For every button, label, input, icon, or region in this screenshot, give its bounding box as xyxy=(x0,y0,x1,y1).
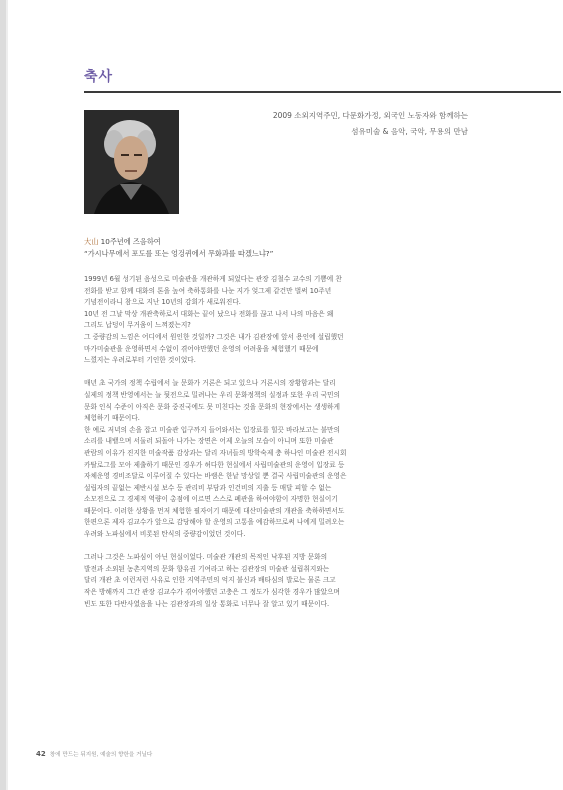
text-line: 카탈로그를 모아 제출하기 때문인 경우가 허다한 현실에서 사립미술관의 운영이 입장료 등 xyxy=(84,460,345,469)
opening-line-1 xyxy=(84,236,273,248)
text-line: 우려와 노파심에서 비롯된 탄식의 중량감이었던 것이다. xyxy=(84,530,246,539)
text-line: 그리도 납덩이 무거움이 느껴졌는지? xyxy=(84,321,191,330)
text-line: 한 예로 저녁의 손을 잡고 미술관 입구까지 들어와서는 입장료를 힐끗 바라보고는 불만의 xyxy=(84,425,340,434)
footer-caption: 창에 만드는 뒤지원, 예술의 향한을 거닐다 xyxy=(49,752,153,758)
text-line: 매년 초 국가의 정책 수립에서 늘 문화가 거론은 되고 있으나 거론시의 장황함과는 달리 xyxy=(84,379,336,388)
text-line: 전화를 받고 함께 대화의 톤을 높여 축하통화를 나눈 지가 엊그제 같건만 벌써 10주년 xyxy=(84,286,332,295)
page-footer xyxy=(36,750,152,758)
paragraph-2 xyxy=(84,378,468,540)
text-line: 관람의 이유가 진지한 미술작품 감상과는 달리 자녀들의 방학숙제 충 하나인 미술관 전시회 xyxy=(84,448,347,457)
page-edge-highlight xyxy=(6,0,8,790)
opening-quote: “가시나무에서 포도를 또는 엉겅퀴에서 무화과를 따겠느냐?” xyxy=(84,249,274,258)
text-line: 때문이다. 이러한 상황을 먼저 체험한 필자이기 때문에 대산미술관의 개관을 축하하면서도 xyxy=(84,506,345,515)
opening-block xyxy=(84,236,273,260)
text-line: 실제의 정책 반영에서는 늘 뒷전으로 밀려나는 우리 문화정책의 실정과 또한 우리 국민의 xyxy=(84,390,340,399)
text-line: 느꼈지는 우려로부터 기인한 것이었다. xyxy=(84,356,196,365)
subheading-line-2: 섬유미술 & 음악, 국악, 무용의 만남 xyxy=(351,127,468,136)
text-line: 발전과 소외된 농촌지역의 문화 향유권 기여라고 하는 김관장의 미술관 설립취지와는 xyxy=(84,564,330,573)
text-line: 마가미술관을 운영하면서 수없이 겪어야만했던 운영의 어려움을 체험했기 때문에 xyxy=(84,344,319,353)
text-line: 체험하기 때문이다. xyxy=(84,414,140,423)
subheading-line-1: 2009 소외지역주민, 다문화가정, 외국인 노동자와 함께하는 xyxy=(272,111,468,120)
page-number: 42 xyxy=(36,750,46,758)
text-line: 10년 전 그날 막상 개관축하로서 대화는 끝이 났으나 전화를 끊고 나서 나의 마음은 왜 xyxy=(84,309,334,318)
section-title: 축사 xyxy=(84,69,114,85)
text-line: 문화 인식 수준이 아직은 문화 중진국에도 못 미친다는 것을 문화의 현장에서는 생생하게 xyxy=(84,402,340,411)
text-line: 그 중량감의 느낌은 어디에서 원인한 것일까? 그것은 내가 김관장에 앞서 용인에 설립했던 xyxy=(84,332,344,341)
text-line: 1999년 6월 성기된 음성으로 미술관을 개관하게 되었다는 관장 김철수 교수의 기쁨에 찬 xyxy=(84,275,342,283)
author-portrait xyxy=(84,110,179,214)
text-line: 한편으론 제자 김교수가 앞으로 감당해야 할 운영의 고통을 예감하므로써 나에게 밀려오는 xyxy=(84,518,345,527)
title-divider xyxy=(84,91,561,93)
text-line: 소모전으로 그 경제적 역량이 총점에 이르면 스스로 폐관을 하여야함이 자명한 현실이기 xyxy=(84,495,338,504)
opening-lead-hanja: 大山 xyxy=(84,237,99,246)
text-line: 설립자의 끝없는 제반시설 보수 등 관리비 부담과 인건비의 지출 등 매달 피할 수 없는 xyxy=(84,483,332,492)
paragraph-3 xyxy=(84,552,468,610)
subheading xyxy=(273,108,468,140)
article-body xyxy=(84,274,468,622)
text-line: 달리 개관 초 이런저런 사유로 인한 지역주민의 억지 불신과 배타심의 발로는 물론 크고 xyxy=(84,576,336,585)
text-line: 작은 방해까지 그간 관장 김교수가 겪어야했던 고충은 그 정도가 심각한 경우가 많았으며 xyxy=(84,588,340,597)
opening-line-1-text: 10주년에 즈음하여 xyxy=(98,237,161,246)
text-line: 자체운영 경비조달로 이루어질 수 있다는 바램은 한낱 망상일 뿐 결국 사립미술관의 운영은 xyxy=(84,472,347,481)
paragraph-1 xyxy=(84,274,468,367)
text-line: 소리를 내뱉으며 서둘러 되돌아 나가는 장면은 어제 오늘의 모습이 아니며 또한 미술관 xyxy=(84,437,334,446)
text-line: 기념전이라니 참으로 지난 10년의 감회가 새로워진다. xyxy=(84,298,241,307)
text-line: 빈도 또한 다반사였음을 나는 김관장과의 일상 통화로 너무나 잘 알고 있기 때문이다. xyxy=(84,599,330,608)
text-line: 그러나 그것은 노파심이 아닌 현실이었다. 미술관 개관의 목적인 낙후된 지방 문화의 xyxy=(84,553,328,562)
